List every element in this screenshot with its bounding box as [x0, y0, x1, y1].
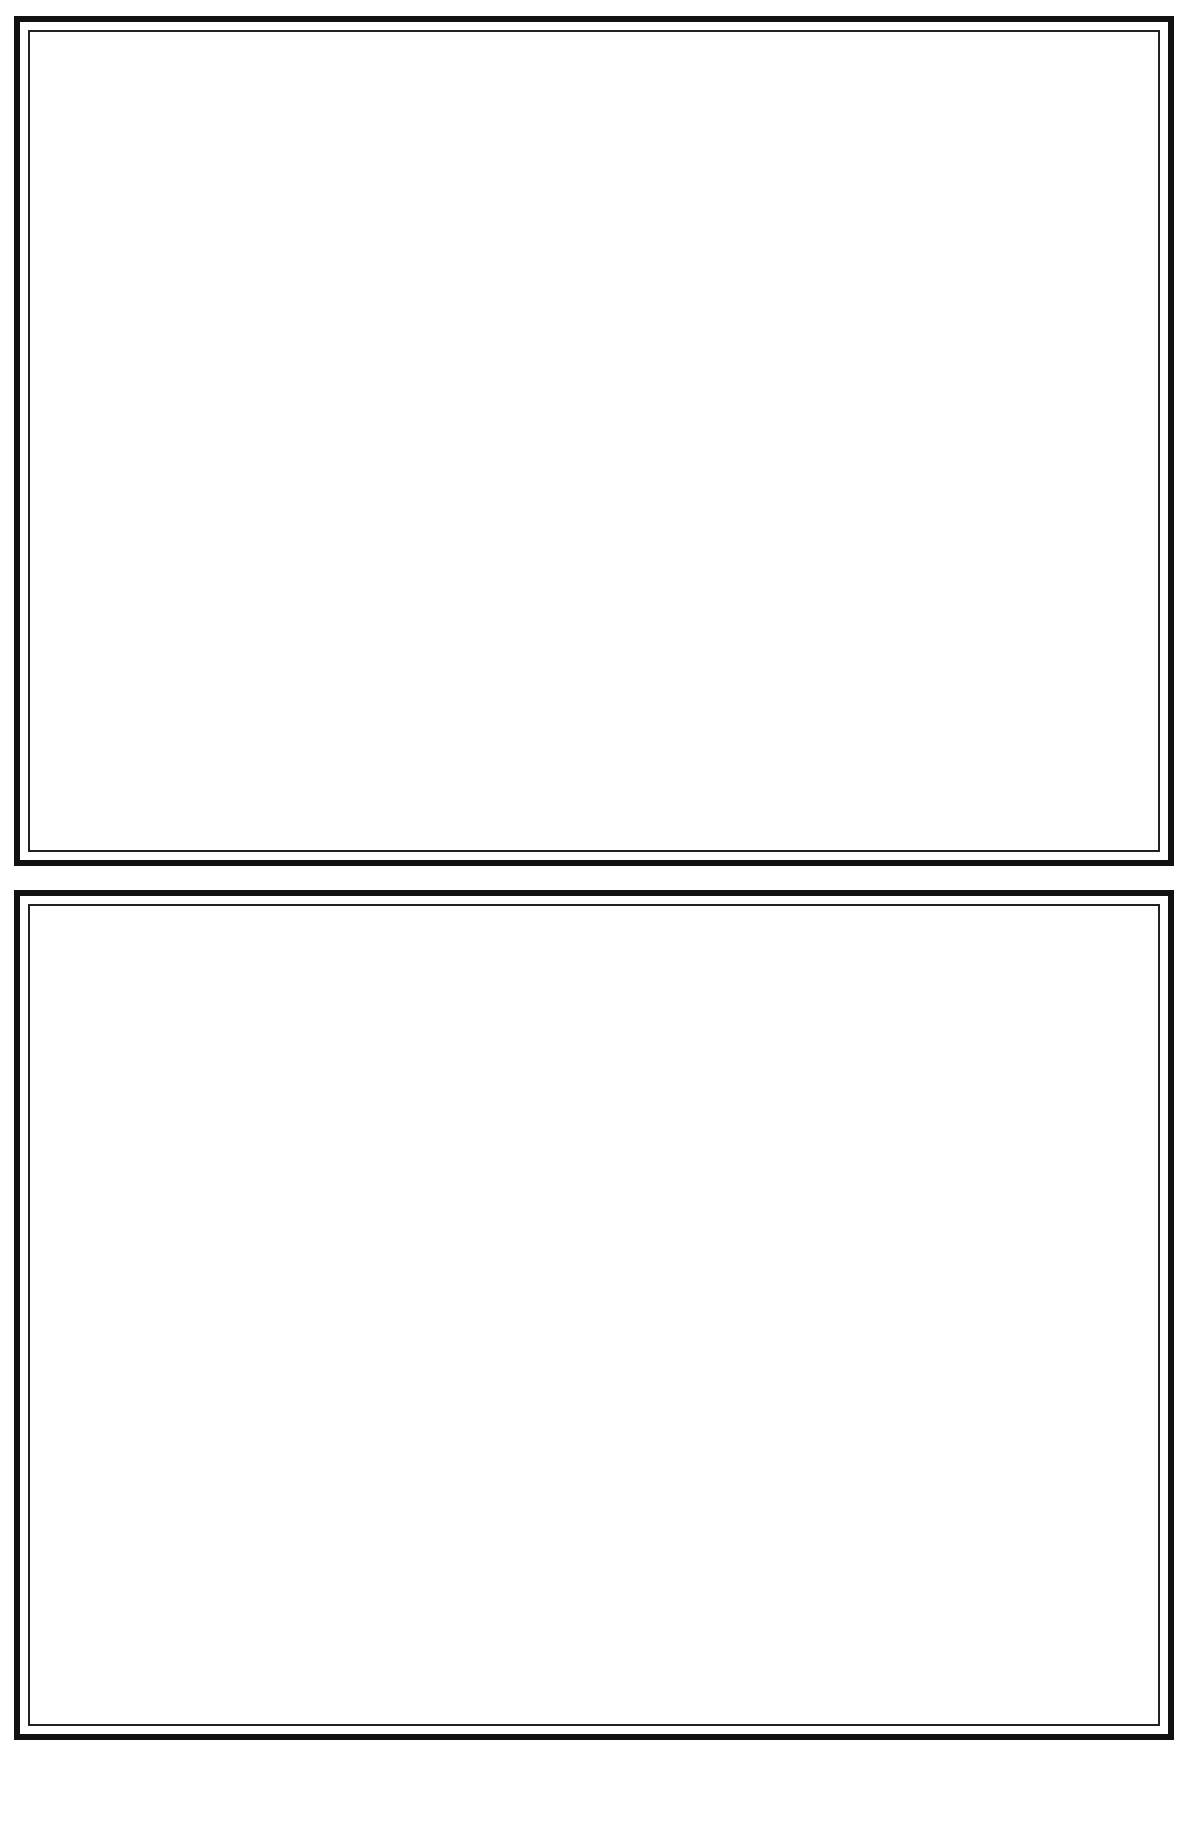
- bottom-page-columns: [28, 904, 1160, 1726]
- bottom-page: [14, 890, 1174, 1740]
- top-page-columns: [28, 30, 1160, 852]
- top-page: [14, 16, 1174, 866]
